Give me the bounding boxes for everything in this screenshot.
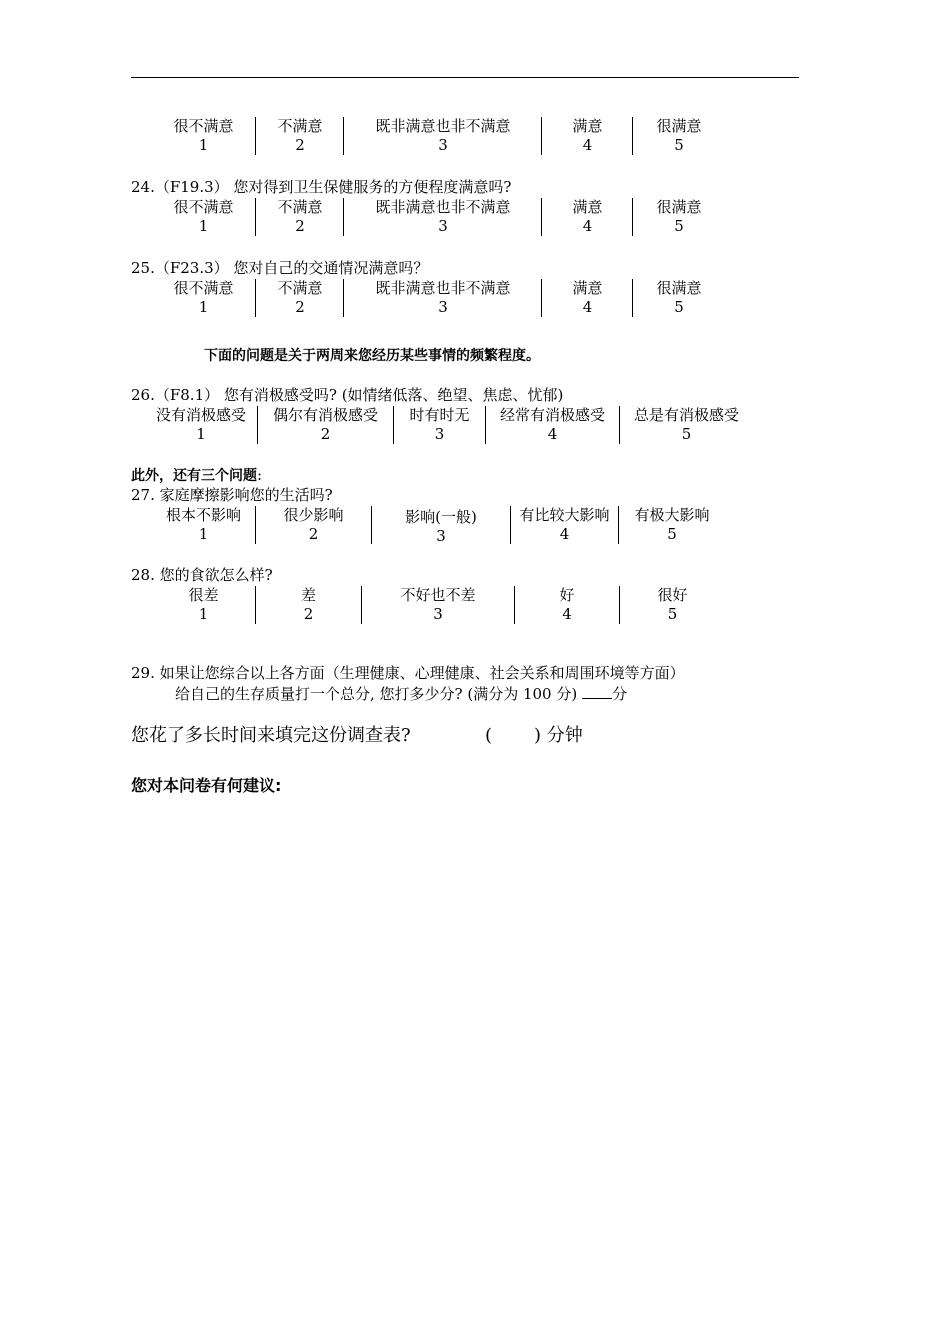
- option-3[interactable]: 既非满意也非不满意 3: [375, 117, 511, 154]
- option-5[interactable]: 有极大影响 5: [634, 506, 710, 543]
- question-28: 28. 您的食欲怎么样?: [131, 566, 273, 584]
- option-3[interactable]: 既非满意也非不满意 3: [375, 279, 511, 316]
- scale-opening: [131, 117, 751, 157]
- scale-q26: [131, 406, 761, 446]
- time-answer: ( ) 分钟: [485, 725, 583, 746]
- option-3[interactable]: 不好也不差 3: [400, 586, 476, 623]
- option-3[interactable]: 时有时无 3: [409, 406, 470, 443]
- header-rule: [131, 77, 799, 78]
- option-4[interactable]: 满意 4: [572, 117, 603, 154]
- option-5[interactable]: 很满意 5: [656, 117, 702, 154]
- question-25: 25.（F23.3） 您对自己的交通情况满意吗？: [131, 259, 429, 277]
- option-2[interactable]: 不满意 2: [277, 279, 323, 316]
- option-5[interactable]: 很满意 5: [656, 198, 702, 235]
- option-4[interactable]: 满意 4: [572, 279, 603, 316]
- option-5[interactable]: 总是有消极感受 5: [633, 406, 739, 443]
- option-4[interactable]: 经常有消极感受 4: [499, 406, 605, 443]
- question-27: 27. 家庭摩擦影响您的生活吗?: [131, 486, 333, 504]
- option-2[interactable]: 差 2: [300, 586, 316, 623]
- option-1[interactable]: 没有消极感受 1: [155, 406, 246, 443]
- option-3[interactable]: 影响(一般) 3: [405, 508, 477, 545]
- option-2[interactable]: 很少影响 2: [283, 506, 344, 543]
- section-heading-frequency: 下面的问题是关于两周来您经历某些事情的频繁程度。: [204, 348, 540, 364]
- score-blank[interactable]: [582, 684, 612, 699]
- option-2[interactable]: 不满意 2: [277, 117, 323, 154]
- option-1[interactable]: 很不满意 1: [173, 279, 234, 316]
- question-26: 26.（F8.1） 您有消极感受吗? (如情绪低落、绝望、焦虑、忧郁): [131, 386, 564, 404]
- option-5[interactable]: 很好 5: [657, 586, 688, 623]
- option-3[interactable]: 既非满意也非不满意 3: [375, 198, 511, 235]
- option-1[interactable]: 很差 1: [188, 586, 219, 623]
- suggestion-label: 您对本问卷有何建议:: [131, 776, 282, 795]
- option-1[interactable]: 很不满意 1: [173, 117, 234, 154]
- scale-q25: [131, 279, 751, 319]
- option-2[interactable]: 不满意 2: [277, 198, 323, 235]
- option-4[interactable]: 好 4: [559, 586, 575, 623]
- option-1[interactable]: 很不满意 1: [173, 198, 234, 235]
- option-4[interactable]: 有比较大影响 4: [519, 506, 610, 543]
- option-2[interactable]: 偶尔有消极感受 2: [272, 406, 378, 443]
- question-24: 24.（F19.3） 您对得到卫生保健服务的方便程度满意吗?: [131, 178, 512, 196]
- option-1[interactable]: 根本不影响 1: [165, 506, 241, 543]
- section-heading-extra: 此外，还有三个问题:: [131, 466, 263, 484]
- scale-q28: [131, 586, 751, 626]
- option-5[interactable]: 很满意 5: [656, 279, 702, 316]
- question-29-line2: 给自己的生存质量打一个总分, 您打多少分? (满分为 100 分) 分: [175, 685, 628, 703]
- question-29-line1: 29. 如果让您综合以上各方面（生理健康、心理健康、社会关系和周围环境等方面）: [131, 664, 685, 682]
- scale-q27: [131, 506, 751, 546]
- time-question: 您花了多长时间来填完这份调查表?: [131, 725, 411, 746]
- scale-q24: [131, 198, 751, 238]
- option-4[interactable]: 满意 4: [572, 198, 603, 235]
